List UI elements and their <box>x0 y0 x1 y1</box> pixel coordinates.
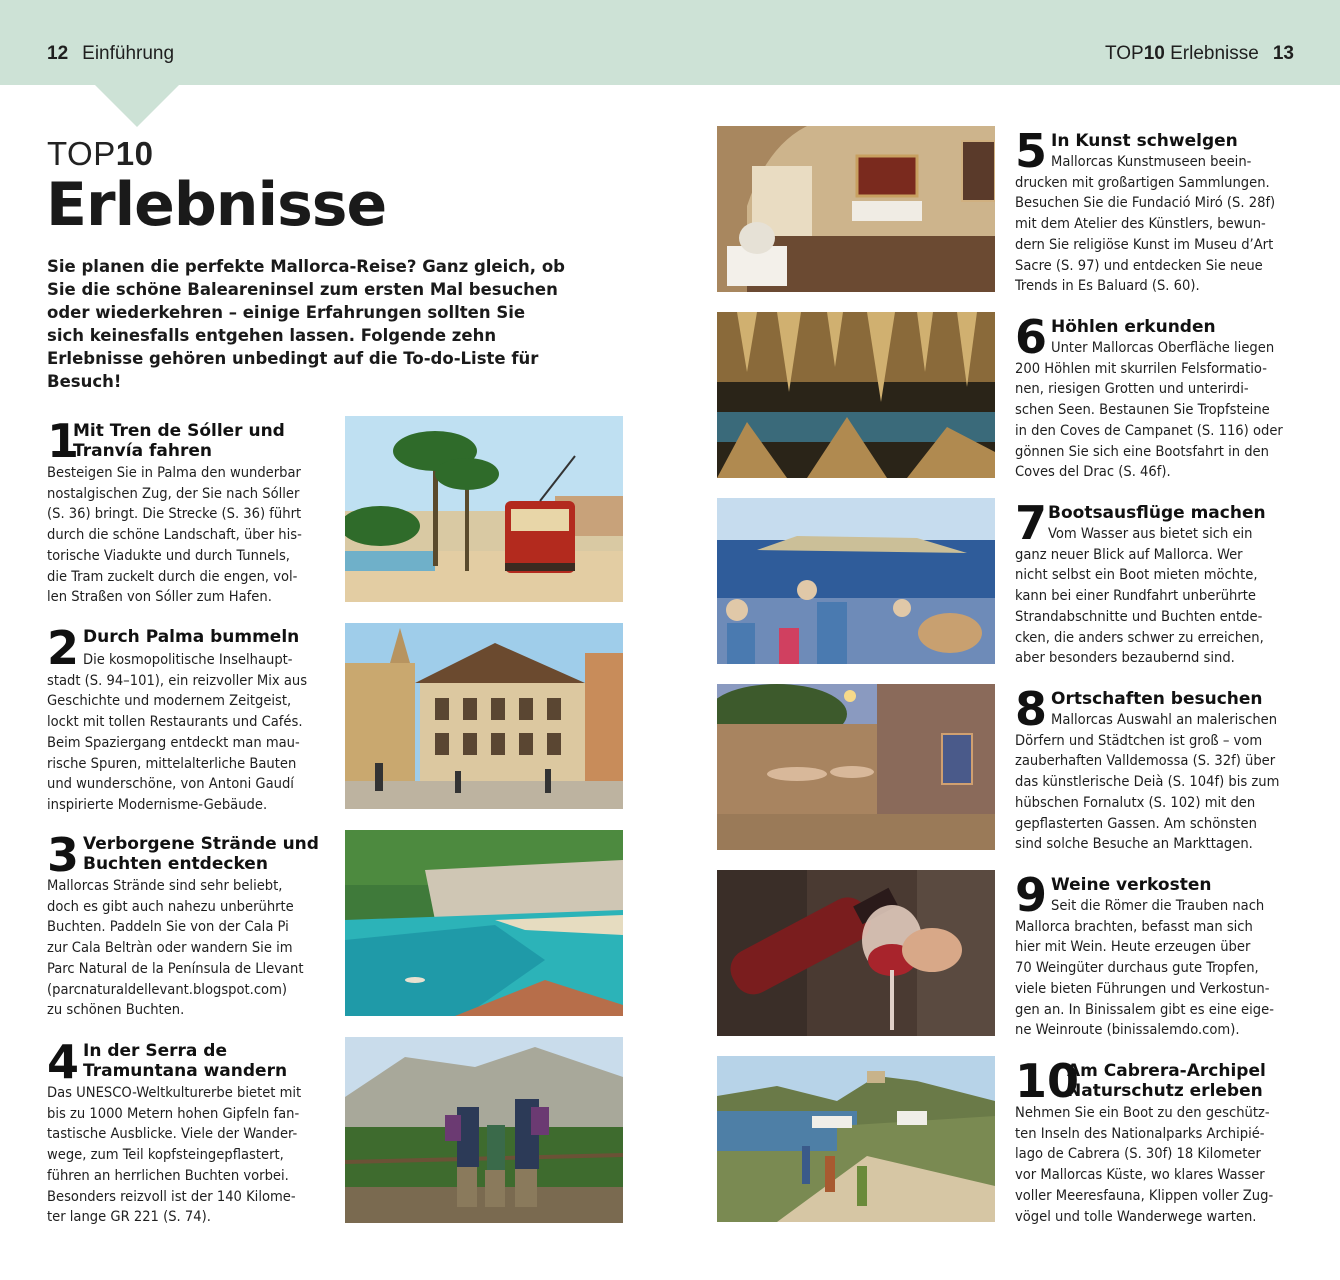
entry-body-line: Trends in Es Baluard (S. 60). <box>1015 277 1200 295</box>
title-kicker-prefix: TOP <box>47 135 116 172</box>
entry-body-line: nen, riesigen Grotten und unterirdi- <box>1015 380 1249 398</box>
entry-body <box>47 650 337 816</box>
entry-body-line: drucken mit großartigen Sammlungen. <box>1015 173 1270 191</box>
entry-heading-line: In der Serra de <box>83 1041 227 1061</box>
entry-body-line: ganz neuer Blick auf Mallorca. Wer <box>1015 545 1243 563</box>
entry-body-line: ter lange GR 221 (S. 74). <box>47 1208 211 1226</box>
entry-heading-line: Mit Tren de Sóller und <box>73 421 285 441</box>
entry-body-line: durch die schöne Landschaft, über his- <box>47 526 302 544</box>
entry-body-line: das künstlerische Deià (S. 104f) bis zum <box>1015 773 1280 791</box>
entry-number: 4 <box>47 1035 80 1089</box>
entry-body-line: in den Coves de Campanet (S. 116) oder <box>1015 421 1283 439</box>
entry-body-line: hübschen Fornalutx (S. 102) mit den <box>1015 793 1256 811</box>
entry-number: 7 <box>1015 496 1048 550</box>
entry-heading <box>73 421 285 461</box>
entry-body-line: Beim Spaziergang entdeckt man mau- <box>47 733 300 751</box>
entry-body-line: torische Viadukte und durch Tunnels, <box>47 546 290 564</box>
entry-body-line: 70 Weingüter durchaus gute Tropfen, <box>1015 959 1259 977</box>
entry-body-line: schen Seen. Bestaunen Sie Tropfsteine <box>1015 401 1270 419</box>
entry-heading <box>1048 503 1266 523</box>
tram-photo <box>345 416 623 602</box>
entry-heading-line: Höhlen erkunden <box>1051 317 1216 337</box>
entry-body <box>47 463 337 608</box>
cabrera-photo <box>717 1056 995 1222</box>
entry-body <box>47 1083 337 1228</box>
boat-trip-photo <box>717 498 995 664</box>
entry-body-line: Seit die Römer die Trauben nach <box>1051 897 1265 914</box>
entry-body-line: Besuchen Sie die Fundació Miró (S. 28f) <box>1015 194 1276 212</box>
entry-body-line: vor Mallorcas Küste, wo klares Wasser <box>1015 1166 1265 1184</box>
entry-body <box>1015 524 1305 669</box>
entry-body-line: (S. 36) bringt. Die Strecke (S. 36) führt <box>47 505 302 523</box>
entry-number: 1 <box>47 414 80 468</box>
entry-body-line: Coves del Drac (S. 46f). <box>1015 463 1171 481</box>
entry-10 <box>1015 1054 1305 1238</box>
entry-body-line: len Straßen von Sóller zum Hafen. <box>47 588 272 606</box>
entry-body-line: mit dem Atelier des Künstlers, bewun- <box>1015 215 1266 233</box>
entry-body-line: doch es gibt auch nahezu unberührte <box>47 897 294 915</box>
entry-body-line: lockt mit tollen Restaurants und Cafés. <box>47 713 303 731</box>
entry-body-line: wege, zum Teil kopfsteingepflastert, <box>47 1146 284 1164</box>
entry-heading <box>83 627 299 647</box>
entry-body-line: Die kosmopolitische Inselhaupt- <box>83 651 293 668</box>
entry-body-line: Parc Natural de la Península de Llevant <box>47 959 304 977</box>
entry-heading <box>1051 131 1238 151</box>
entry-7 <box>1015 496 1305 680</box>
title-kicker <box>47 135 153 173</box>
entry-heading-line: Tranvía fahren <box>73 441 212 461</box>
entry-body-line: voller Meeresfauna, Klippen voller Zug- <box>1015 1186 1274 1204</box>
entry-body-line: Mallorcas Strände sind sehr beliebt, <box>47 877 283 894</box>
left-section-name: Einführung <box>82 43 175 64</box>
museum-photo <box>717 126 995 292</box>
header-notch <box>94 84 180 127</box>
entry-1 <box>47 414 337 608</box>
wine-tasting-photo <box>717 870 995 1036</box>
entry-body-line: Unter Mallorcas Oberfläche liegen <box>1051 339 1275 356</box>
right-section-prefix: TOP <box>1105 43 1144 64</box>
entry-body-line: rische Spuren, mittelalterliche Bauten <box>47 754 297 772</box>
entry-body <box>1015 710 1305 855</box>
entry-body-line: und wunderschöne, von Antoni Gaudí <box>47 775 294 793</box>
entry-heading-line: Am Cabrera-Archipel <box>1067 1061 1266 1081</box>
entry-body-line: aber besonders bezaubernd sind. <box>1015 649 1235 667</box>
right-page-number: 13 <box>1272 43 1294 64</box>
entry-body-line: die Tram zuckelt durch die engen, vol- <box>47 567 298 585</box>
entry-heading <box>1051 875 1211 895</box>
entry-body-line: hier mit Wein. Heute erzeugen über <box>1015 938 1251 956</box>
entry-body-line: nicht selbst ein Boot mieten möchte, <box>1015 566 1258 584</box>
entry-6 <box>1015 310 1305 494</box>
entry-body-line: bis zu 1000 Metern hohen Gipfeln fan- <box>47 1104 300 1122</box>
entry-body-line: nostalgischen Zug, der Sie nach Sóller <box>47 484 300 502</box>
entry-heading-line: Tramuntana wandern <box>83 1061 288 1081</box>
entry-body-line: Besonders reizvoll ist der 140 Kilome- <box>47 1187 296 1205</box>
entry-heading <box>83 1041 287 1081</box>
hikers-photo <box>345 1037 623 1223</box>
entry-body-line: Mallorcas Auswahl an malerischen <box>1051 711 1278 728</box>
entry-9 <box>1015 868 1305 1052</box>
entry-body-line: sind solche Besuche an Markttagen. <box>1015 835 1253 853</box>
cave-photo <box>717 312 995 478</box>
entry-body-line: zur Cala Beltràn oder wandern Sie im <box>47 939 293 957</box>
entry-heading-line: Bootsausflüge machen <box>1048 503 1266 523</box>
intro-paragraph: Sie planen die perfekte Mallorca-Reise? Ganz gleich, ob Sie die schöne Baleareninsel zum ersten Mal besuchen oder wiederkehren – einige Erfahrungen sollten Sie sich keinesfalls entgehen lassen. Folgende zehn Erlebnisse gehören unbedingt auf die To-do-Liste für Besuch! <box>47 257 565 391</box>
entry-number: 5 <box>1015 124 1048 178</box>
entry-number: 3 <box>47 828 80 882</box>
entry-heading <box>1067 1061 1266 1101</box>
entry-body-line: gönnen Sie sich eine Bootsfahrt in den <box>1015 442 1269 460</box>
entry-body-line: viele bieten Führungen und Verkostun- <box>1015 979 1270 997</box>
entry-body-line: cken, die anders schwer zu erreichen, <box>1015 628 1264 646</box>
entry-8 <box>1015 682 1305 866</box>
right-section-suffix: Erlebnisse <box>1164 43 1259 64</box>
entry-body-line: gepflasterten Gassen. Am schönsten <box>1015 814 1257 832</box>
entry-body <box>1015 338 1305 483</box>
entry-body <box>1015 152 1305 297</box>
entry-body-line: ten Inseln des Nationalparks Archipié- <box>1015 1124 1265 1142</box>
entry-number: 9 <box>1015 868 1048 922</box>
entry-5 <box>1015 124 1305 308</box>
entry-body-line: Geschichte und modernem Zeitgeist, <box>47 692 292 710</box>
entry-body-line: Mallorcas Kunstmuseen beein- <box>1051 153 1252 170</box>
entry-body-line: führen an herrlichen Buchten vorbei. <box>47 1166 289 1184</box>
entry-body <box>1015 1103 1305 1227</box>
entry-body-line: Strandabschnitte und Buchten entde- <box>1015 607 1263 625</box>
entry-heading-line: Weine verkosten <box>1051 875 1212 895</box>
entry-heading-line: Naturschutz erleben <box>1067 1081 1263 1101</box>
entry-number: 8 <box>1015 682 1048 736</box>
entry-body-line: Besteigen Sie in Palma den wunderbar <box>47 464 301 481</box>
page-title: Erlebnisse <box>46 170 387 240</box>
entry-body-line: inspirierte Modernisme-Gebäude. <box>47 795 268 813</box>
entry-2 <box>47 621 337 815</box>
left-page-number: 12 <box>47 43 69 64</box>
entry-body-line: zu schönen Buchten. <box>47 1001 185 1019</box>
entry-number: 6 <box>1015 310 1048 364</box>
entry-body-line: Nehmen Sie ein Boot zu den geschütz- <box>1015 1104 1270 1121</box>
entry-body-line: vögel und tolle Wanderwege warten. <box>1015 1207 1257 1225</box>
entry-heading-line: Durch Palma bummeln <box>83 627 300 647</box>
entry-heading-line: Verborgene Strände und <box>83 834 319 854</box>
entry-body <box>1015 896 1305 1041</box>
right-running-header <box>1105 43 1294 65</box>
entry-heading-line: In Kunst schwelgen <box>1051 131 1238 151</box>
entry-body-line: kann bei einer Rundfahrt unberührte <box>1015 587 1257 605</box>
entry-body-line: Dörfern und Städtchen ist groß – vom <box>1015 731 1263 749</box>
entry-heading-line: Ortschaften besuchen <box>1051 689 1263 709</box>
entry-body-line: Buchten. Paddeln Sie von der Cala Pi <box>47 918 289 936</box>
entry-body-line: 200 Höhlen mit skurrilen Felsformatio- <box>1015 359 1267 377</box>
entry-body-line: Vom Wasser aus bietet sich ein <box>1048 525 1253 542</box>
beach-cove-photo <box>345 830 623 1016</box>
entry-body-line: Das UNESCO-Weltkulturerbe bietet mit <box>47 1084 302 1101</box>
right-section-bold: 10 <box>1143 43 1165 64</box>
left-running-header <box>47 43 174 65</box>
village-photo <box>717 684 995 850</box>
entry-body <box>47 876 337 1021</box>
entry-body-line: tastische Ausblicke. Viele der Wander- <box>47 1125 298 1143</box>
entry-body-line: stadt (S. 94–101), ein reizvoller Mix aus <box>47 671 308 689</box>
palma-square-photo <box>345 623 623 809</box>
entry-heading <box>83 834 319 874</box>
entry-number: 10 <box>1015 1054 1080 1108</box>
entry-heading <box>1051 317 1216 337</box>
entry-4 <box>47 1035 337 1229</box>
entry-body-line: (parcnaturaldellevant.blogspot.com) <box>47 980 288 998</box>
entry-body-line: Sacre (S. 97) und entdecken Sie neue <box>1015 256 1263 274</box>
entry-body-line: lago de Cabrera (S. 30f) 18 Kilometer <box>1015 1145 1261 1163</box>
entry-body-line: zauberhaften Valldemossa (S. 32f) über <box>1015 752 1276 770</box>
title-kicker-bold: 10 <box>115 135 154 172</box>
entry-body-line: gen an. In Binissalem gibt es eine eige- <box>1015 1000 1274 1018</box>
entry-body-line: Mallorca brachten, befasst man sich <box>1015 917 1253 935</box>
entry-heading-line: Buchten entdecken <box>83 854 268 874</box>
entry-3 <box>47 828 337 1022</box>
entry-number: 2 <box>47 621 80 675</box>
entry-body-line: dern Sie religiöse Kunst im Museu d’Art <box>1015 235 1274 253</box>
entry-body-line: ne Weinroute (binissalemdo.com). <box>1015 1021 1240 1039</box>
entry-heading <box>1051 689 1263 709</box>
